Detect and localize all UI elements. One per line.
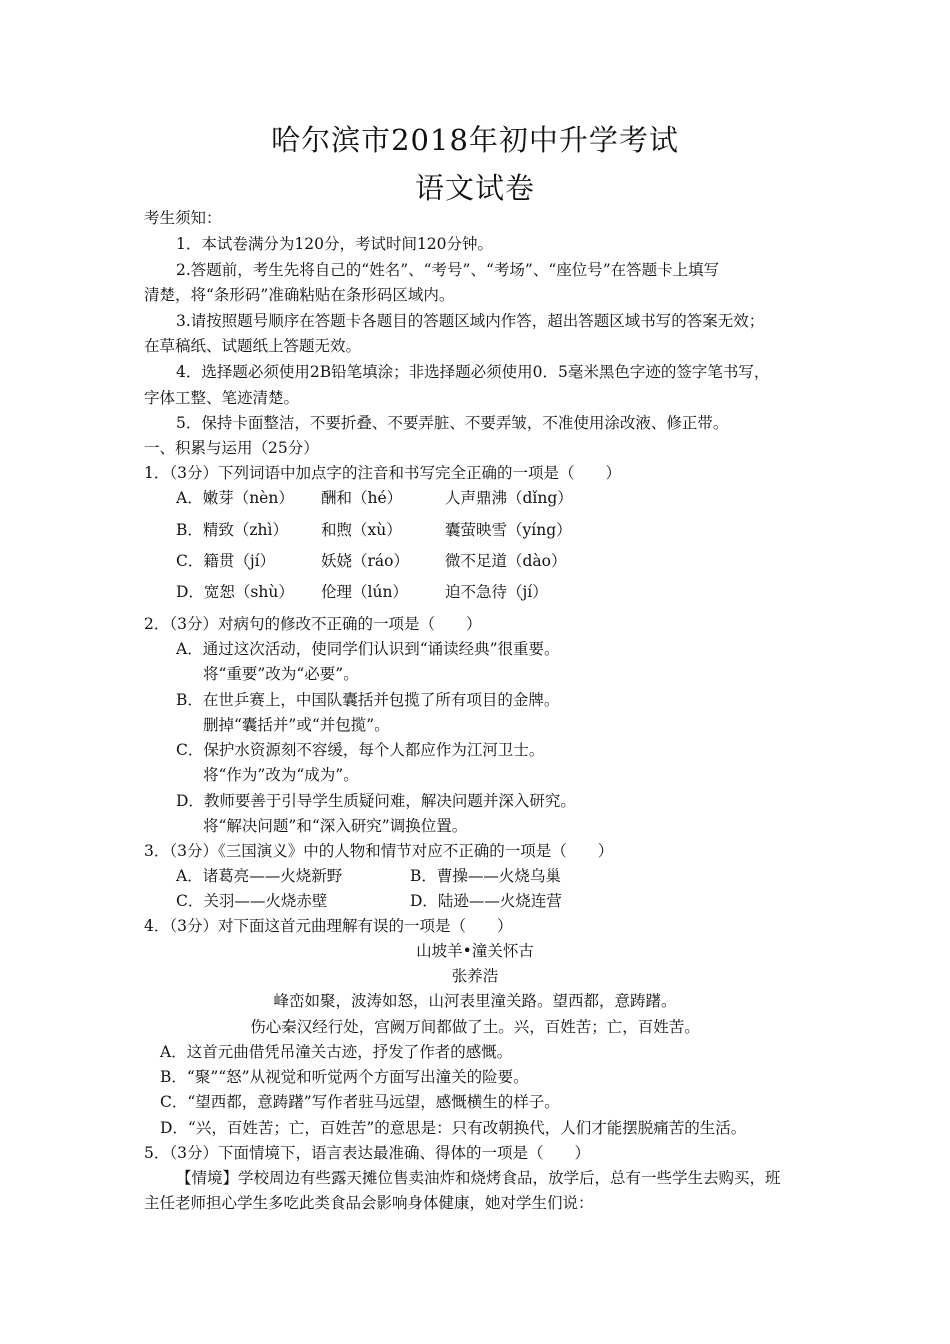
question-stem: 2．（3分）对病句的修改不正确的一项是（ ）	[144, 615, 482, 633]
option-text: C．关羽——火烧赤壁	[176, 892, 328, 910]
context-text: 主任老师担心学生多吃此类食品会影响身体健康，她对学生们说：	[144, 1194, 594, 1212]
option-text: 迫不急待（jí）	[445, 583, 548, 601]
option-text: 囊萤映雪（yíng）	[445, 521, 572, 539]
option-text: C．保护水资源刻不容缓，每个人都应作为江河卫士。	[176, 741, 545, 759]
notice-line: 字体工整、笔迹清楚。	[144, 389, 300, 407]
notice-line: 5．保持卡面整洁，不要折叠、不要弄脏、不要弄皱，不准使用涂改液、修正带。	[176, 414, 729, 432]
option-text: C．籍贯（jí）	[176, 552, 276, 570]
notice-line: 在草稿纸、试题纸上答题无效。	[144, 337, 362, 355]
option-text: C．“望西都，意踌躇”写作者驻马远望，感慨横生的样子。	[160, 1093, 560, 1111]
option-text: 将“重要”改为“必要”。	[203, 665, 359, 683]
exam-title: 哈尔滨市2018年初中升学考试	[271, 123, 679, 157]
option-text: A．诸葛亮——火烧新野	[176, 867, 343, 885]
option-text: 微不足道（dào）	[445, 552, 567, 570]
notice-heading: 考生须知：	[144, 209, 222, 227]
option-text: B．曹操——火烧乌巢	[410, 867, 561, 885]
option-text: D．“兴，百姓苦；亡，百姓苦”的意思是：只有改朝换代，人们才能摆脱痛苦的生活。	[160, 1119, 747, 1137]
option-text: B．精致（zhì）	[176, 521, 288, 539]
option-text: 伦理（lún）	[321, 583, 408, 601]
question-stem: 3．（3分）《三国演义》中的人物和情节对应不正确的一项是（ ）	[144, 842, 614, 860]
notice-line: 清楚，将“条形码”准确粘贴在条形码区域内。	[144, 286, 455, 304]
option-text: 删掉“囊括并”或“并包揽”。	[203, 716, 390, 734]
option-text: D．教师要善于引导学生质疑问难，解决问题并深入研究。	[176, 792, 576, 810]
option-text: A．通过这次活动，使同学们认识到“诵读经典”很重要。	[176, 640, 560, 658]
notice-line: 2.答题前，考生先将自己的“姓名”、“考号”、“考场”、“座位号”在答题卡上填写	[176, 261, 720, 279]
poem-line: 峰峦如聚，波涛如怒，山河表里潼关路。望西都，意踌躇。	[273, 992, 677, 1010]
question-stem: 5．（3分）下面情境下，语言表达最准确、得体的一项是（ ）	[144, 1144, 590, 1162]
question-stem: 1．（3分）下列词语中加点字的注音和书写完全正确的一项是（ ）	[144, 464, 621, 482]
option-text: A．这首元曲借凭吊潼关古迹，抒发了作者的感慨。	[160, 1043, 513, 1061]
notice-line: 1．本试卷满分为120分，考试时间120分钟。	[176, 235, 494, 253]
option-text: 和煦（xù）	[321, 521, 402, 539]
option-text: D．宽恕（shù）	[176, 583, 294, 601]
option-text: 人声鼎沸（dǐng）	[445, 489, 573, 507]
notice-line: 3.请按照题号顺序在答题卡各题目的答题区域内作答，超出答题区域书写的答案无效；	[176, 312, 765, 330]
section-heading: 一、积累与运用（25分）	[144, 439, 319, 457]
option-text: 酬和（hé）	[321, 489, 403, 507]
exam-subtitle: 语文试卷	[414, 171, 535, 205]
context-text: 【情境】学校周边有些露天摊位售卖油炸和烧烤食品，放学后，总有一些学生去购买，班	[176, 1169, 781, 1187]
poem-author: 张养浩	[451, 967, 499, 985]
option-text: A．嫩芽（nèn）	[176, 489, 294, 507]
option-text: 将“解决问题”和“深入研究”调换位置。	[203, 817, 468, 835]
option-text: 将“作为”改为“成为”。	[203, 766, 359, 784]
notice-line: 4．选择题必须使用2B铅笔填涂；非选择题必须使用0．5毫米黑色字迹的签字笔书写，	[176, 363, 770, 381]
option-text: D．陆逊——火烧连营	[410, 892, 562, 910]
option-text: 妖娆（ráo）	[321, 552, 409, 570]
option-text: B．“聚”“怒”从视觉和听觉两个方面写出潼关的险要。	[160, 1068, 529, 1086]
poem-line: 伤心秦汉经行处，宫阙万间都做了土。兴，百姓苦；亡，百姓苦。	[250, 1018, 700, 1036]
poem-title: 山坡羊•潼关怀古	[416, 942, 534, 960]
option-text: B．在世乒赛上，中国队囊括并包揽了所有项目的金牌。	[176, 691, 560, 709]
question-stem: 4．（3分）对下面这首元曲理解有误的一项是（ ）	[144, 917, 513, 935]
